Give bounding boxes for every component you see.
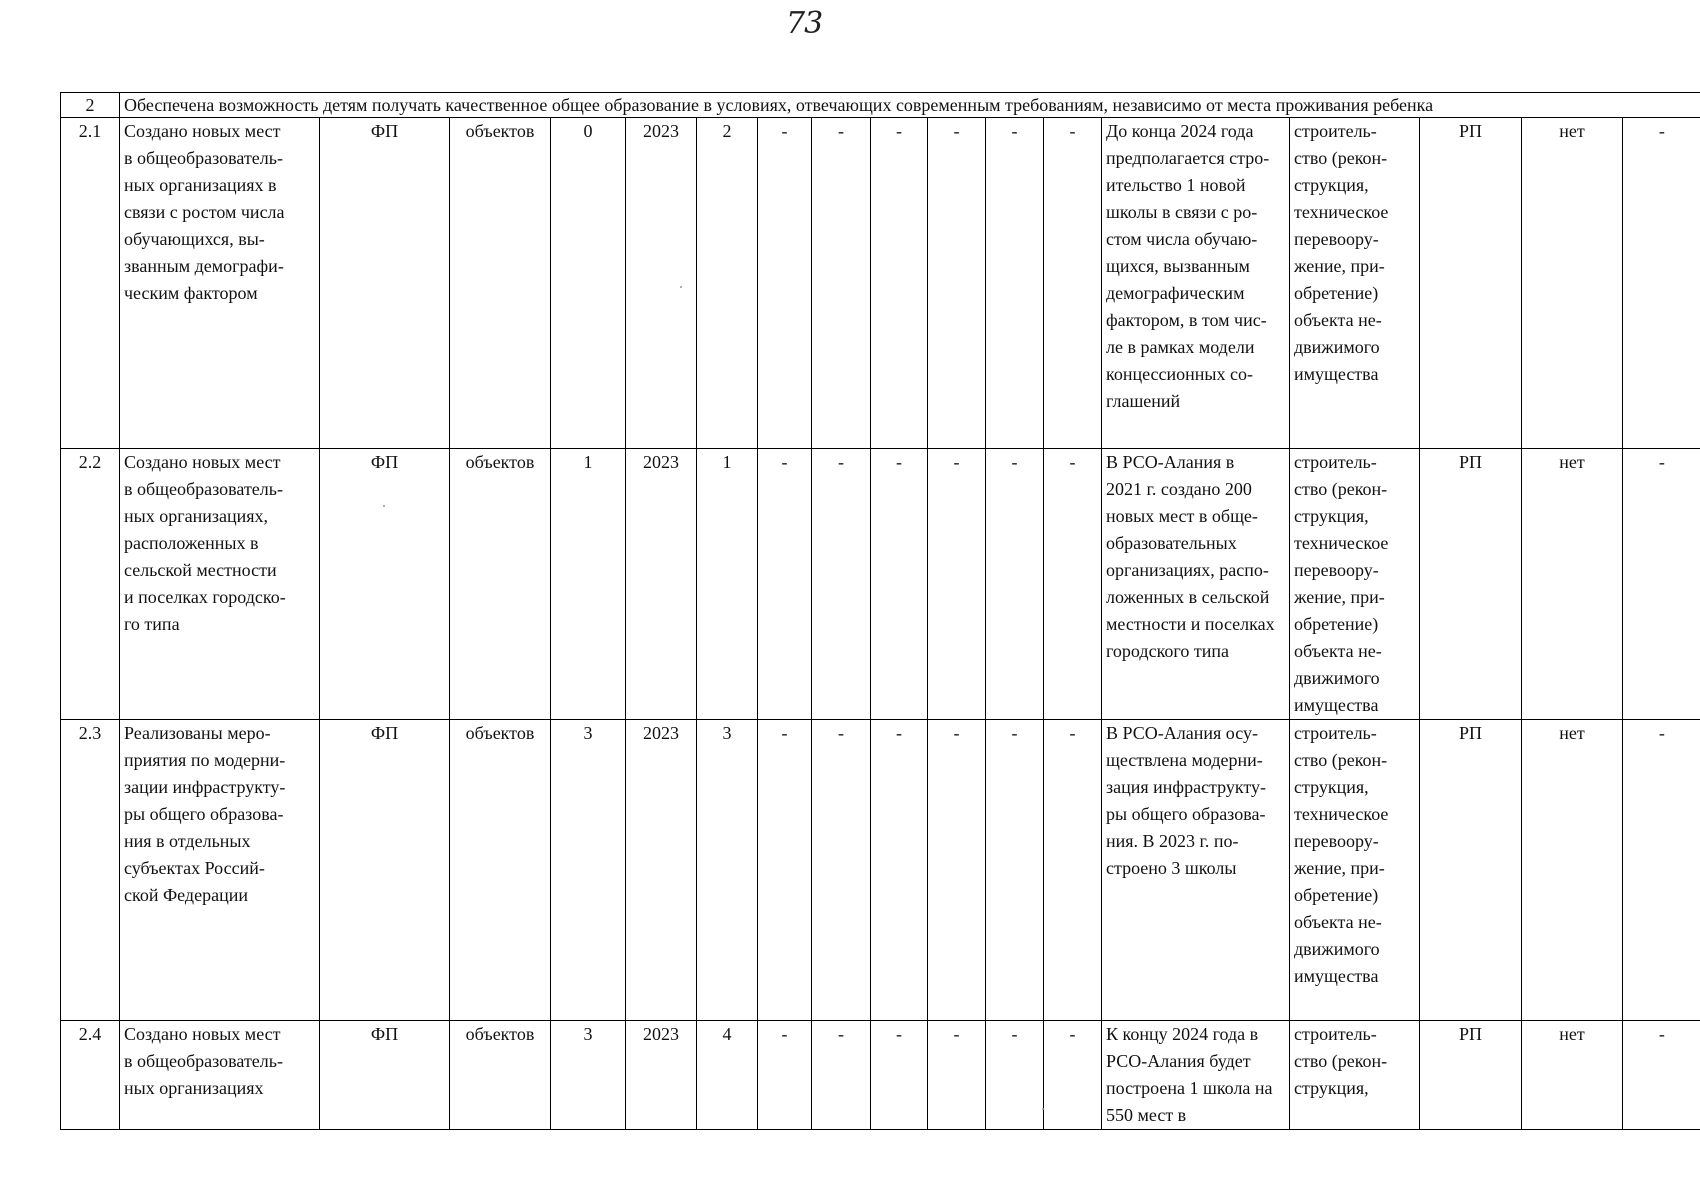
cell-line: строитель- — [1294, 121, 1377, 141]
cell-line: 550 мест в — [1106, 1105, 1187, 1125]
cell-line: Создано новых мест — [124, 1024, 281, 1044]
cell-line: глашений — [1106, 391, 1181, 411]
cell-line: ской Федерации — [124, 885, 248, 905]
work-type — [1290, 720, 1420, 1021]
cell-line: К концу 2024 года в — [1106, 1024, 1259, 1044]
last-value: - — [1623, 1021, 1700, 1130]
year: 2023 — [626, 720, 697, 1021]
cell-line: городского типа — [1106, 641, 1229, 661]
dash-cell: - — [871, 1021, 928, 1130]
cell-line: зации инфраструкту- — [124, 777, 286, 797]
cell-line: Реализованы меро- — [124, 723, 271, 743]
cell-line: обретение) — [1294, 283, 1379, 303]
work-type — [1290, 1021, 1420, 1130]
row-number: 2.3 — [61, 720, 120, 1021]
cell-line: имущества — [1294, 364, 1379, 384]
unit: объектов — [450, 449, 551, 720]
cell-line: До конца 2024 года — [1106, 121, 1254, 141]
scan-speck — [1042, 1108, 1044, 1110]
cell-line: ры общего образова- — [1106, 804, 1266, 824]
cell-line: в общеобразователь- — [124, 1051, 283, 1071]
cell-line: струкция, — [1294, 506, 1369, 526]
cell-line: ство (рекон- — [1294, 750, 1388, 770]
scan-speck — [680, 286, 682, 288]
table-row — [61, 118, 1700, 449]
cell-line: ческим фактором — [124, 283, 258, 303]
cell-line: техническое — [1294, 202, 1389, 222]
row-number: 2.2 — [61, 449, 120, 720]
note — [1102, 449, 1290, 720]
cell-line: ных организациях в — [124, 175, 277, 195]
cell-line: обретение) — [1294, 614, 1379, 634]
cell-line: в общеобразователь- — [124, 148, 283, 168]
row-number: 2.1 — [61, 118, 120, 449]
unit: объектов — [450, 1021, 551, 1130]
dash-cell: - — [928, 1021, 986, 1130]
dash-cell: - — [986, 449, 1044, 720]
dash-cell: - — [758, 720, 812, 1021]
cell-line: предполагается стро- — [1106, 148, 1270, 168]
note — [1102, 720, 1290, 1021]
table-row — [61, 1021, 1700, 1130]
cell-line: новых мест в обще- — [1106, 506, 1258, 526]
dash-cell: - — [758, 449, 812, 720]
cell-line: жение, при- — [1294, 587, 1385, 607]
cell-line: РСО-Алания будет — [1106, 1051, 1251, 1071]
base-value: 3 — [551, 1021, 626, 1130]
dash-cell: - — [928, 720, 986, 1021]
cell-line: ство (рекон- — [1294, 1051, 1388, 1071]
cell-line: ния в отдельных — [124, 831, 251, 851]
target-value: 4 — [697, 1021, 758, 1130]
dash-cell: - — [1044, 1021, 1102, 1130]
cell-line: движимого — [1294, 939, 1380, 959]
section-row — [61, 93, 1700, 118]
cell-line: объекта не- — [1294, 912, 1382, 932]
dash-cell: - — [928, 449, 986, 720]
last-value: - — [1623, 449, 1700, 720]
cell-line: перевоору- — [1294, 831, 1379, 851]
cell-line: движимого — [1294, 337, 1380, 357]
cell-line: субъектах Россий- — [124, 858, 265, 878]
cell-line: демографическим — [1106, 283, 1245, 303]
cell-line: сельской местности — [124, 560, 277, 580]
cell-line: перевоору- — [1294, 229, 1379, 249]
row-number: 2.4 — [61, 1021, 120, 1130]
flag: нет — [1522, 118, 1623, 449]
dash-cell: - — [1044, 720, 1102, 1021]
section-title: Обеспечена возможность детям получать качественное общее образование в условиях, отвечающих современным требованиям, независимо от места проживания ребенка — [120, 93, 1700, 118]
cell-line: В РСО-Алания в — [1106, 452, 1235, 472]
dash-cell: - — [758, 1021, 812, 1130]
target-value: 3 — [697, 720, 758, 1021]
cell-line: ных организациях, — [124, 506, 269, 526]
dash-cell: - — [1044, 449, 1102, 720]
cell-line: строено 3 школы — [1106, 858, 1237, 878]
project-type: ФП — [320, 1021, 450, 1130]
cell-line: жение, при- — [1294, 256, 1385, 276]
cell-line: приятия по модерни- — [124, 750, 286, 770]
cell-line: ство (рекон- — [1294, 148, 1388, 168]
scan-speck — [383, 505, 385, 507]
level: РП — [1420, 1021, 1522, 1130]
base-value: 1 — [551, 449, 626, 720]
dash-cell: - — [812, 449, 871, 720]
flag: нет — [1522, 449, 1623, 720]
cell-line: В РСО-Алания осу- — [1106, 723, 1258, 743]
cell-line: техническое — [1294, 804, 1389, 824]
cell-line: зация инфраструкту- — [1106, 777, 1267, 797]
table-row — [61, 449, 1700, 720]
cell-line: строитель- — [1294, 452, 1377, 472]
cell-line: жение, при- — [1294, 858, 1385, 878]
cell-line: обретение) — [1294, 885, 1379, 905]
note — [1102, 118, 1290, 449]
cell-line: ных организациях — [124, 1078, 264, 1098]
cell-line: стом числа обучаю- — [1106, 229, 1258, 249]
dash-cell: - — [871, 720, 928, 1021]
table-row — [61, 720, 1700, 1021]
base-value: 0 — [551, 118, 626, 449]
last-value: - — [1623, 118, 1700, 449]
cell-line: ществлена модерни- — [1106, 750, 1263, 770]
cell-line: и поселках городско- — [124, 587, 286, 607]
cell-line: перевоору- — [1294, 560, 1379, 580]
cell-line: ложенных в сельской — [1106, 587, 1270, 607]
dash-cell: - — [812, 118, 871, 449]
cell-line: образовательных — [1106, 533, 1237, 553]
last-value: - — [1623, 720, 1700, 1021]
dash-cell: - — [1044, 118, 1102, 449]
indicator-name — [120, 720, 320, 1021]
cell-line: ле в рамках модели — [1106, 337, 1255, 357]
cell-line: го типа — [124, 614, 180, 634]
dash-cell: - — [812, 1021, 871, 1130]
cell-line: струкция, — [1294, 1078, 1369, 1098]
year: 2023 — [626, 118, 697, 449]
cell-line: движимого — [1294, 668, 1380, 688]
unit: объектов — [450, 720, 551, 1021]
cell-line: объекта не- — [1294, 641, 1382, 661]
dash-cell: - — [871, 118, 928, 449]
page-number: 73 — [786, 6, 823, 41]
level: РП — [1420, 118, 1522, 449]
level: РП — [1420, 720, 1522, 1021]
unit: объектов — [450, 118, 551, 449]
project-type: ФП — [320, 118, 450, 449]
cell-line: имущества — [1294, 966, 1379, 986]
dash-cell: - — [986, 118, 1044, 449]
cell-line: строитель- — [1294, 1024, 1377, 1044]
target-value: 2 — [697, 118, 758, 449]
cell-line: расположенных в — [124, 533, 259, 553]
cell-line: фактором, в том чис- — [1106, 310, 1267, 330]
cell-line: объекта не- — [1294, 310, 1382, 330]
cell-line: струкция, — [1294, 175, 1369, 195]
indicator-name — [120, 1021, 320, 1130]
cell-line: построена 1 школа на — [1106, 1078, 1273, 1098]
cell-line: щихся, вызванным — [1106, 256, 1250, 276]
dash-cell: - — [986, 720, 1044, 1021]
cell-line: техническое — [1294, 533, 1389, 553]
work-type — [1290, 449, 1420, 720]
cell-line: организациях, распо- — [1106, 560, 1269, 580]
cell-line: Создано новых мест — [124, 121, 281, 141]
cell-line: званным демографи- — [124, 256, 284, 276]
indicator-name — [120, 118, 320, 449]
cell-line: связи с ростом числа — [124, 202, 285, 222]
project-type: ФП — [320, 720, 450, 1021]
dash-cell: - — [871, 449, 928, 720]
indicator-name — [120, 449, 320, 720]
cell-line: строитель- — [1294, 723, 1377, 743]
work-type — [1290, 118, 1420, 449]
cell-line: струкция, — [1294, 777, 1369, 797]
flag: нет — [1522, 1021, 1623, 1130]
cell-line: 2021 г. создано 200 — [1106, 479, 1252, 499]
cell-line: ры общего образова- — [124, 804, 284, 824]
dash-cell: - — [812, 720, 871, 1021]
project-type: ФП — [320, 449, 450, 720]
base-value: 3 — [551, 720, 626, 1021]
cell-line: местности и поселках — [1106, 614, 1275, 634]
target-value: 1 — [697, 449, 758, 720]
cell-line: Создано новых мест — [124, 452, 281, 472]
note — [1102, 1021, 1290, 1130]
cell-line: в общеобразователь- — [124, 479, 283, 499]
dash-cell: - — [986, 1021, 1044, 1130]
indicators-table — [60, 92, 1700, 1130]
year: 2023 — [626, 449, 697, 720]
cell-line: имущества — [1294, 695, 1379, 715]
dash-cell: - — [928, 118, 986, 449]
cell-line: концессионных со- — [1106, 364, 1253, 384]
cell-line: ительство 1 новой — [1106, 175, 1246, 195]
cell-line: ство (рекон- — [1294, 479, 1388, 499]
cell-line: обучающихся, вы- — [124, 229, 265, 249]
year: 2023 — [626, 1021, 697, 1130]
flag: нет — [1522, 720, 1623, 1021]
level: РП — [1420, 449, 1522, 720]
dash-cell: - — [758, 118, 812, 449]
section-number: 2 — [61, 93, 120, 118]
cell-line: ния. В 2023 г. по- — [1106, 831, 1239, 851]
cell-line: школы в связи с ро- — [1106, 202, 1258, 222]
